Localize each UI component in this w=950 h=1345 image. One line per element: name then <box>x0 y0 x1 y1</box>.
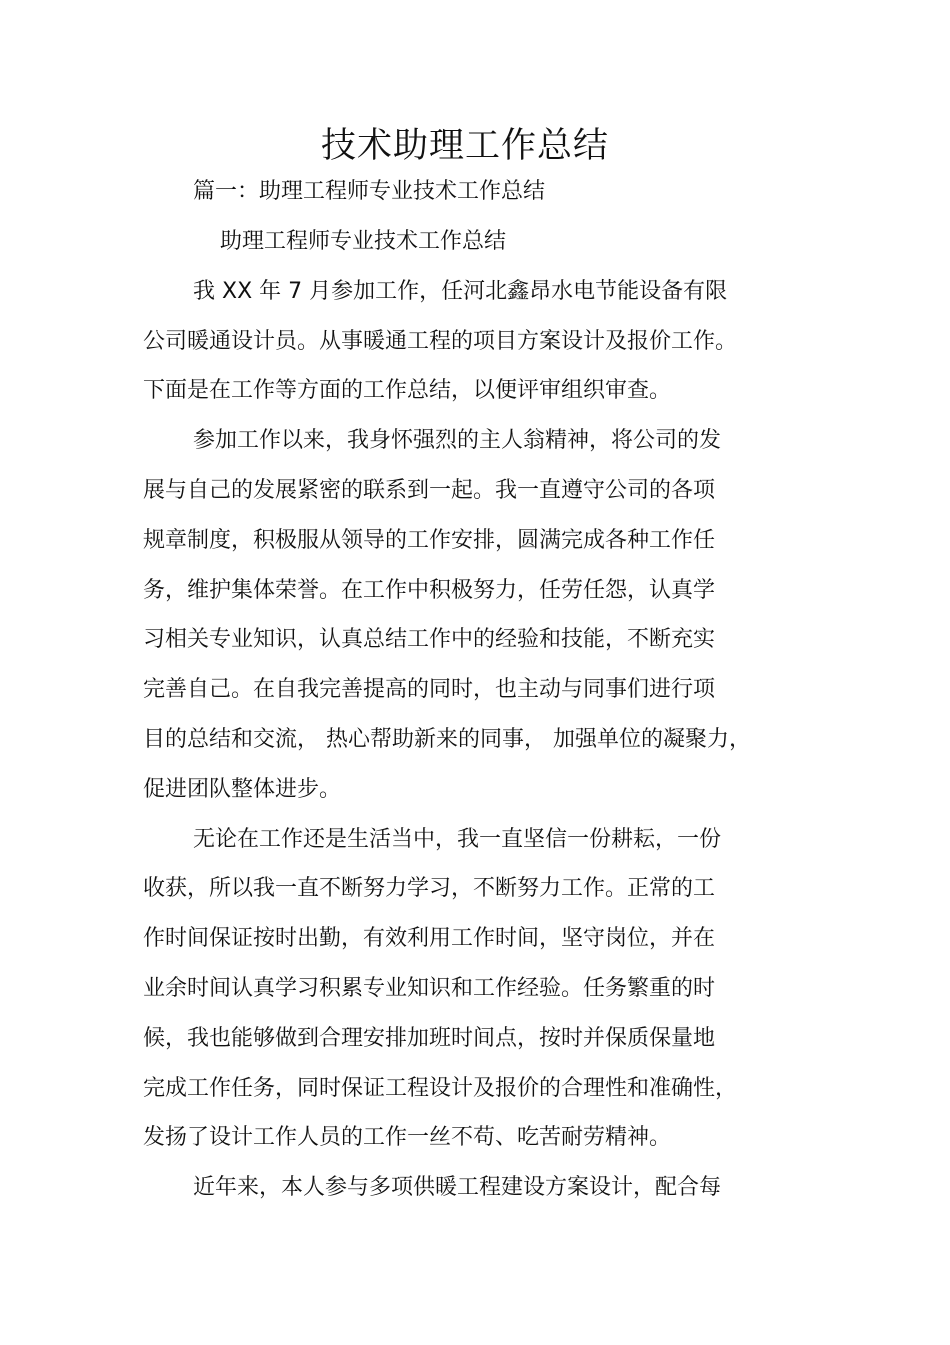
paragraph-line: 我 XX 年 7 月参加工作，任河北鑫昂水电节能设备有限 <box>193 279 728 304</box>
paragraph-line: 发扬了设计工作人员的工作一丝不苟、吃苦耐劳精神。 <box>143 1125 672 1150</box>
paragraph-line: 候，我也能够做到合理安排加班时间点，按时并保质保量地 <box>143 1026 716 1051</box>
paragraph-line: 完成工作任务，同时保证工程设计及报价的合理性和准确性， <box>143 1076 738 1101</box>
paragraph-line: 参加工作以来，我身怀强烈的主人翁精神，将公司的发 <box>193 428 722 453</box>
paragraph-line: 展与自己的发展紧密的联系到一起。我一直遵守公司的各项 <box>143 478 716 503</box>
paragraph-line: 近年来，本人参与多项供暖工程建设方案设计，配合每 <box>193 1175 722 1200</box>
paragraph-line: 收获，所以我一直不断努力学习，不断努力工作。正常的工 <box>143 876 716 901</box>
paragraph-line: 务，维护集体荣誉。在工作中积极努力，任劳任怨，认真学 <box>143 578 716 603</box>
paragraph-line: 促进团队整体进步。 <box>143 777 342 802</box>
paragraph-line: 作时间保证按时出勤，有效利用工作时间，坚守岗位，并在 <box>143 926 716 951</box>
paragraph-line: 完善自己。在自我完善提高的同时，也主动与同事们进行项 <box>143 677 716 702</box>
paragraph-line: 目的总结和交流， 热心帮助新来的同事， 加强单位的凝聚力， <box>143 727 751 752</box>
paragraph-line: 下面是在工作等方面的工作总结，以便评审组织审查。 <box>143 378 672 403</box>
paragraph-line: 无论在工作还是生活当中，我一直坚信一份耕耘，一份 <box>193 827 722 852</box>
section-heading: 篇一：助理工程师专业技术工作总结 <box>193 179 546 204</box>
paragraph-line: 业余时间认真学习积累专业知识和工作经验。任务繁重的时 <box>143 976 716 1001</box>
document-subtitle: 助理工程师专业技术工作总结 <box>220 229 507 254</box>
paragraph-line: 习相关专业知识，认真总结工作中的经验和技能，不断充实 <box>143 627 716 652</box>
paragraph-line: 规章制度，积极服从领导的工作安排，圆满完成各种工作任 <box>143 528 716 553</box>
document-title: 技术助理工作总结 <box>320 126 609 166</box>
paragraph-line: 公司暖通设计员。从事暖通工程的项目方案设计及报价工作。 <box>143 329 738 354</box>
